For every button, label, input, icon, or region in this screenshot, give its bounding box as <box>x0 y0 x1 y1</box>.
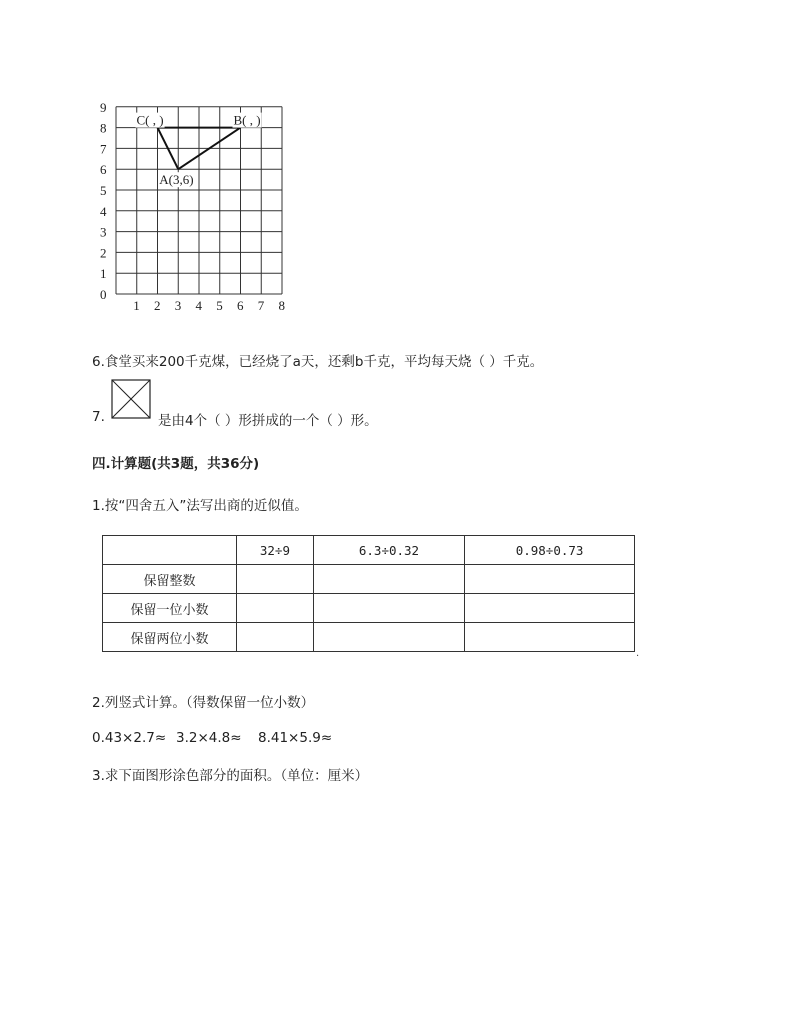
answer-cell[interactable] <box>465 565 635 594</box>
row-label: 保留整数 <box>103 565 237 594</box>
y-axis-tick-label: 6 <box>100 162 107 178</box>
answer-cell[interactable] <box>237 565 314 594</box>
y-axis-tick-label: 7 <box>100 141 107 157</box>
y-axis-tick-label: 8 <box>100 120 107 136</box>
question-2-item: 0.43×2.7≈ <box>92 730 167 746</box>
section-4-question-2: 2.列竖式计算。（得数保留一位小数） <box>92 695 315 711</box>
x-axis-tick-label: 8 <box>278 298 285 313</box>
coordinate-grid-svg <box>90 88 300 318</box>
trailing-dot: . <box>636 648 640 659</box>
section-4-title: 四.计算题(共3题，共36分) <box>92 456 260 472</box>
row-label: 保留一位小数 <box>103 594 237 623</box>
table-header-cell: 6.3÷0.32 <box>313 536 464 565</box>
point-a-label: A(3,6) <box>159 172 194 188</box>
table-header-cell <box>103 536 237 565</box>
row-label: 保留两位小数 <box>103 623 237 652</box>
x-axis-tick-label: 1 <box>133 298 140 313</box>
y-axis-tick-label: 5 <box>100 183 107 198</box>
question-7-text: 是由4个（ ）形拼成的一个（ ）形。 <box>158 413 378 429</box>
answer-cell[interactable] <box>237 594 314 623</box>
question-2-item: 8.41×5.9≈ <box>258 730 333 746</box>
point-b-label: B( , ) <box>233 112 261 128</box>
y-axis-tick-label: 9 <box>100 99 107 115</box>
question-7-number: 7. <box>92 409 105 425</box>
table-row <box>103 594 635 623</box>
section-4-question-3: 3.求下面图形涂色部分的面积。（单位：厘米） <box>92 768 369 784</box>
y-axis-tick-label: 1 <box>100 266 107 282</box>
table-header-row <box>103 536 635 565</box>
y-axis-tick-label: 2 <box>100 245 107 261</box>
table-header-cell: 32÷9 <box>237 536 314 565</box>
y-axis-tick-label: 4 <box>100 203 107 219</box>
table-header-cell: 0.98÷0.73 <box>465 536 635 565</box>
table-row <box>103 623 635 652</box>
answer-cell[interactable] <box>313 623 464 652</box>
question-2-item: 3.2×4.8≈ <box>176 730 242 746</box>
x-axis-tick-label: 4 <box>195 298 202 313</box>
coordinate-grid-figure <box>90 88 300 318</box>
answer-cell[interactable] <box>465 623 635 652</box>
y-axis-tick-label: 3 <box>100 224 107 240</box>
x-axis-tick-label: 7 <box>257 298 265 313</box>
table-row <box>103 565 635 594</box>
approximation-table <box>102 535 635 652</box>
x-axis-tick-label: 2 <box>154 298 161 313</box>
x-axis-tick-label: 6 <box>237 298 244 313</box>
section-4-question-1: 1.按“四舍五入”法写出商的近似值。 <box>92 498 308 514</box>
point-c-label: C( , ) <box>136 112 164 128</box>
answer-cell[interactable] <box>313 565 464 594</box>
square-with-diagonals-icon <box>111 379 151 419</box>
x-axis-tick-label: 5 <box>216 298 223 313</box>
question-6: 6.食堂买来200千克煤，已经烧了a天，还剩b千克，平均每天烧（ ）千克。 <box>92 354 544 370</box>
x-axis-tick-label: 3 <box>174 298 182 313</box>
answer-cell[interactable] <box>313 594 464 623</box>
answer-cell[interactable] <box>465 594 635 623</box>
answer-cell[interactable] <box>237 623 314 652</box>
y-axis-tick-label: 0 <box>100 287 107 302</box>
